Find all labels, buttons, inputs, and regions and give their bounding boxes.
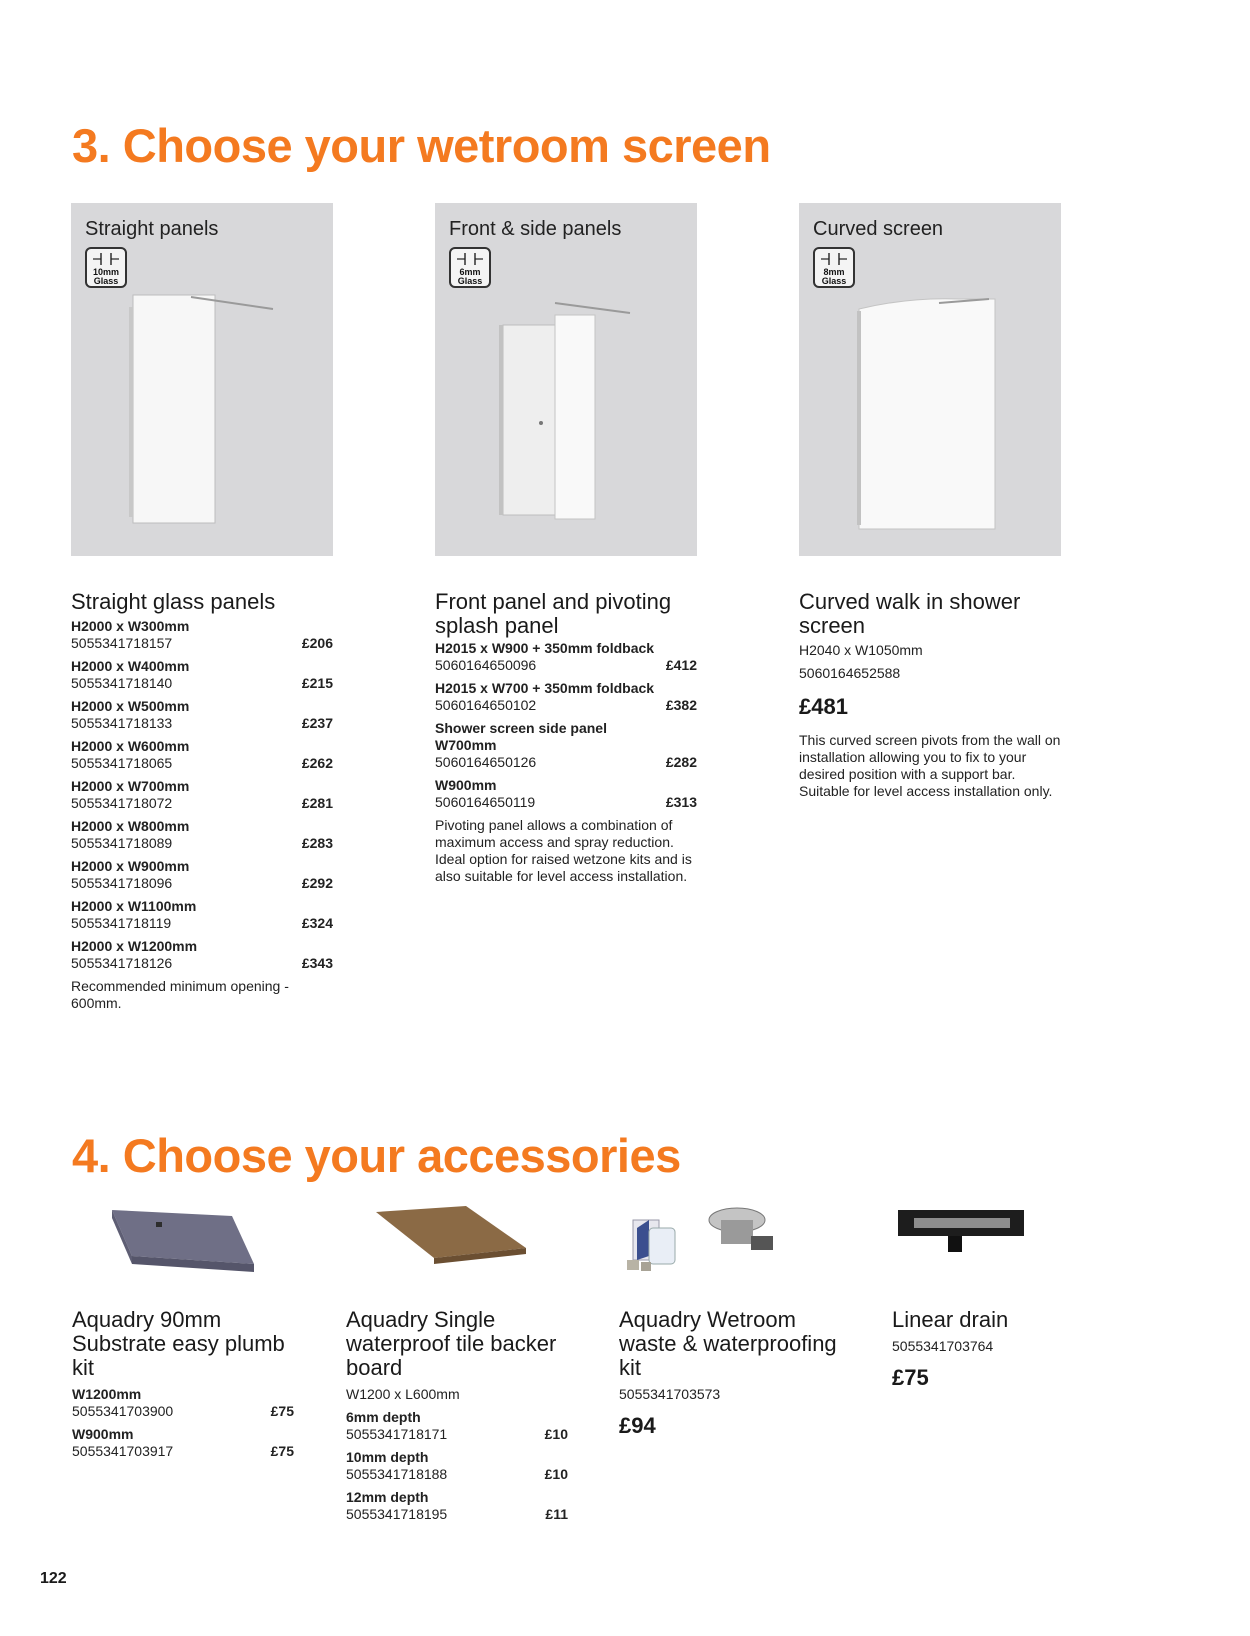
- product-title: Curved walk in shower screen: [799, 589, 1021, 638]
- badge-thickness: 10mm: [92, 267, 119, 277]
- variant-row: H2000 x W1200mm 5055341718126 £343: [71, 938, 333, 971]
- variant-row: H2000 x W400mm 5055341718140 £215: [71, 658, 333, 691]
- image-label: Front & side panels: [449, 218, 622, 240]
- price: £10: [544, 1466, 568, 1482]
- heading-accessories: 4. Choose your accessories: [72, 1129, 681, 1182]
- variant-row: W700mm 5060164650126 £282: [435, 737, 697, 770]
- price: £75: [270, 1443, 294, 1459]
- product-title: Aquadry Single waterproof tile backer board: [346, 1307, 557, 1380]
- product-image-straight-panel: [71, 203, 333, 556]
- variant-row: H2015 x W700 + 350mm foldback 5060164650102 £382: [435, 680, 697, 713]
- price: £481: [799, 694, 848, 719]
- product-image-substrate: [72, 1198, 302, 1308]
- curved-screen-illustration: [799, 203, 1061, 556]
- variant-row: W900mm 5060164650119 £313: [435, 777, 697, 810]
- product-title: Front panel and pivoting splash panel: [435, 589, 672, 638]
- price: £237: [301, 715, 333, 731]
- product-image-waterproofing-kit: [619, 1198, 849, 1308]
- price: £292: [301, 875, 333, 891]
- variant-row: W1200mm 5055341703900 £75: [72, 1386, 294, 1419]
- price: £343: [301, 955, 333, 971]
- variant-row: H2015 x W900 + 350mm foldback 5060164650096 £412: [435, 640, 697, 673]
- product-title: Aquadry 90mm Substrate easy plumb kit: [72, 1307, 285, 1380]
- variant-row: 12mm depth 5055341718195 £11: [346, 1489, 568, 1522]
- linear-drain-illustration: [892, 1198, 1122, 1308]
- substrate-board-illustration: [72, 1198, 302, 1308]
- variant-row: W900mm 5055341703917 £75: [72, 1426, 294, 1459]
- product-title: Aquadry Wetroom waste & waterproofing kit: [619, 1307, 837, 1380]
- variant-row: H2000 x W900mm 5055341718096 £292: [71, 858, 333, 891]
- accessory-linear-drain: [892, 1198, 1122, 1403]
- price: £283: [301, 835, 333, 851]
- price: £206: [301, 635, 333, 651]
- badge-thickness: 6mm: [459, 267, 481, 277]
- product-note: Pivoting panel allows a combination of maximum access and spray reduction. Ideal option for raised wetzone kits and is also suitable for level access installation.: [435, 817, 692, 884]
- price: £75: [270, 1403, 294, 1419]
- waterproofing-kit-illustration: [619, 1198, 849, 1308]
- variant-row: 6mm depth 5055341718171 £10: [346, 1409, 568, 1442]
- accessory-substrate-kit: [72, 1198, 302, 1460]
- badge-thickness: 8mm: [823, 267, 845, 277]
- price: £75: [892, 1365, 929, 1390]
- variant-list: [435, 640, 697, 811]
- variant-row: 10mm depth 5055341718188 £10: [346, 1449, 568, 1482]
- price: £281: [301, 795, 333, 811]
- price: £10: [544, 1426, 568, 1442]
- front-side-panel-illustration: [435, 203, 697, 556]
- price: £215: [301, 675, 333, 691]
- variant-row: H2000 x W800mm 5055341718089 £283: [71, 818, 333, 851]
- variant-row: H2000 x W600mm 5055341718065 £262: [71, 738, 333, 771]
- page-number: 122: [40, 1570, 67, 1587]
- badge-material: Glass: [821, 276, 847, 286]
- price: £313: [665, 794, 697, 810]
- product-note: This curved screen pivots from the wall on installation allowing you to fix to your desired position with a support bar. Suitable for level access installation only.: [799, 732, 1061, 799]
- straight-panel-illustration: [71, 203, 333, 556]
- product-image-curved-screen: [799, 203, 1061, 556]
- badge-material: Glass: [93, 276, 119, 286]
- variant-row: 5055341703764: [892, 1338, 994, 1354]
- product-image-linear-drain: [892, 1198, 1122, 1308]
- product-image-front-side-panel: [435, 203, 697, 556]
- variant-row: H2000 x W1100mm 5055341718119 £324: [71, 898, 333, 931]
- accessory-backer-board: [346, 1198, 576, 1523]
- variant-row: H2040 x W1050mm 5060164652588: [799, 642, 923, 681]
- variant-row: H2000 x W500mm 5055341718133 £237: [71, 698, 333, 731]
- accessory-waterproofing-kit: [619, 1198, 849, 1451]
- price: £324: [301, 915, 333, 931]
- price: £11: [545, 1506, 568, 1522]
- price: £382: [665, 697, 697, 713]
- product-title: Linear drain: [892, 1307, 1009, 1332]
- product-note: Recommended minimum opening - 600mm.: [71, 978, 289, 1011]
- screen-front-side-panels: [435, 203, 697, 885]
- badge-material: Glass: [457, 276, 483, 286]
- variant-list: [71, 618, 333, 972]
- variant-row: 5055341703573: [619, 1386, 721, 1402]
- variant-row: H2000 x W700mm 5055341718072 £281: [71, 778, 333, 811]
- product-image-backer-board: [346, 1198, 576, 1308]
- price: £282: [665, 754, 697, 770]
- price: £262: [301, 755, 333, 771]
- price: £412: [665, 657, 697, 673]
- variant-subtitle: W1200 x L600mm: [346, 1386, 460, 1402]
- screen-curved: [799, 203, 1061, 800]
- side-panel-heading: Shower screen side panel: [435, 720, 607, 736]
- variant-row: H2000 x W300mm 5055341718157 £206: [71, 618, 333, 651]
- image-label: Curved screen: [813, 218, 944, 240]
- heading-screen: 3. Choose your wetroom screen: [72, 119, 771, 172]
- price: £94: [619, 1413, 656, 1438]
- image-label: Straight panels: [85, 218, 219, 240]
- screen-straight-panels: [71, 203, 333, 1012]
- product-title: Straight glass panels: [71, 589, 276, 614]
- backer-board-illustration: [346, 1198, 576, 1308]
